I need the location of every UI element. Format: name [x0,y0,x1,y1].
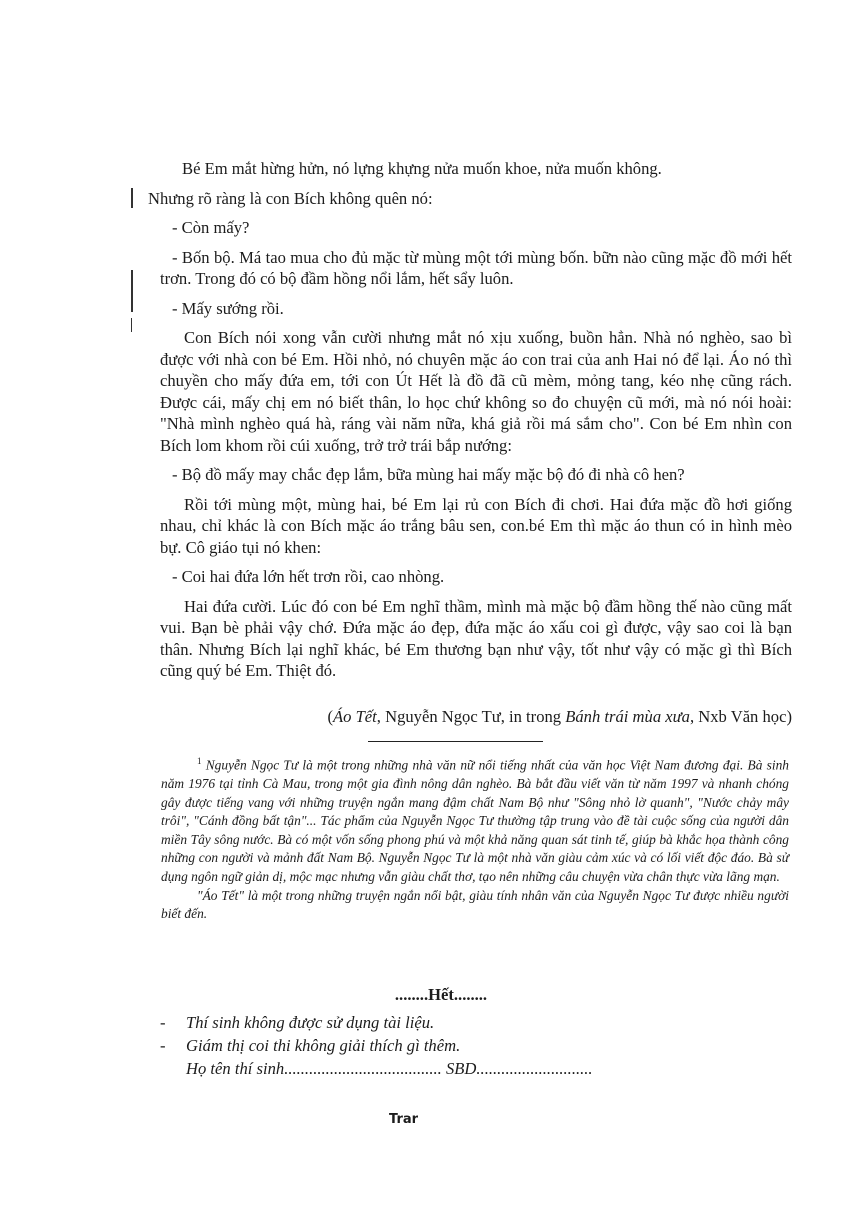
story-paragraph: Con Bích nói xong vẫn cười nhưng mắt nó xịu xuống, buồn hẳn. Nhà nó nghèo, sao bì được với nhà con bé Em. Hồi nhỏ, nó chuyên mặc áo con trai của anh Hai nó để lại. Áo nó thì chuyền cho mấy đứa em, tới con Út Hết là đồ đã cũ mèm, mỏng tang, kéo nhẹ cũng rách. Được cái, mấy chị em nó biết thân, lo học chứ không so đo chuyện cũ mới, mà nó nói hoài: "Nhà mình nghèo quá hà, ráng vài năm nữa, khá giả rồi má sắm cho". Con bé Em nhìn con Bích lom khom rồi cúi xuống, trở trở trái bắp nướng: [160,328,792,455]
story-paragraph: Nhưng rõ ràng là con Bích không quên nó: [148,188,433,208]
footnote-divider [368,741,543,742]
candidate-id-blank: ............................ [476,1059,593,1078]
story-dialog: - Bộ đồ mấy may chắc đẹp lắm, bữa mùng hai mấy mặc bộ đó đi nhà cô hen? [172,465,685,484]
citation-open: ( [327,707,333,726]
story-dialog: - Bốn bộ. Má tao mua cho đủ mặc từ mùng một tới mùng bốn. bữn nào cũng mặc đồ mới hết trơn. Trong đó có bộ đầm hồng nổi lắm, hết sẩy luôn. [160,247,792,288]
candidate-name-label: Họ tên thí sinh [186,1059,285,1078]
footnote-marker: 1 [197,756,202,766]
story-dialog: - Coi hai đứa lớn hết trơn rồi, cao nhòng. [172,567,445,586]
exam-rule-1 [160,1011,792,1034]
margin-mark-middle [131,270,133,312]
candidate-info-line [160,1057,792,1080]
margin-mark-top [131,188,133,208]
exam-rule-text: Giám thị coi thi không giải thích gì thêm. [186,1036,461,1055]
exam-rule-2 [160,1034,792,1057]
end-marker: ........Hết........ [394,985,488,1004]
candidate-name-blank: ...................................... [284,1059,442,1078]
footnote-author-note [161,752,789,887]
page-number: Trar [389,1112,419,1127]
source-citation [240,707,792,727]
citation-publisher: , Nxb Văn học) [689,707,792,726]
footnote [161,752,789,924]
citation-author: , Nguyễn Ngọc Tư, in trong [376,707,566,726]
citation-work-title: Áo Tết [333,707,377,726]
exam-ending [160,985,792,1080]
footnote-author-text: Nguyễn Ngọc Tư là một trong những nhà văn nữ nổi tiếng nhất của văn học Việt Nam đương đại. Bà sinh năm 1976 tại tỉnh Cà Mau, trong một gia đình nông dân nghèo. Bà bắt đầu viết văn từ năm 1997 và nhanh chóng gây được tiếng vang với những truyện ngắn mang đậm chất Nam Bộ như "Sông nhỏ lờ quanh", "Nước chảy mây trôi", "Cánh đồng bất tận"... Tác phẩm của Nguyễn Ngọc Tư thường tập trung vào đề tài cuộc sống của người dân miền Tây sông nước. Bà có một vốn sống phong phú và một khả năng quan sát tinh tế, giúp bà khắc họa thành công những con người và mảnh đất Nam Bộ. Nguyễn Ngọc Tư là một nhà văn giàu cảm xúc và có lối viết độc đáo. Bà sử dụng ngôn ngữ giản dị, mộc mạc nhưng vẫn giàu chất thơ, tạo nên những câu chuyện vừa chân thực vừa lãng mạn. [161,757,789,885]
bullet-dash: - [160,1036,166,1055]
exam-rule-text: Thí sinh không được sử dụng tài liệu. [186,1013,435,1032]
story-dialog: - Mấy sướng rồi. [172,298,284,318]
citation-collection-title: Bánh trái mùa xưa [565,707,690,726]
story-paragraph: Bé Em mắt hừng hửn, nó lựng khựng nửa muốn khoe, nửa muốn không. [182,159,662,178]
story-dialog: - Còn mấy? [172,218,250,237]
story-text [148,158,792,690]
margin-mark-bottom [131,318,132,332]
story-paragraph: Rồi tới mùng một, mùng hai, bé Em lại rủ con Bích đi chơi. Hai đứa mặc đồ hơi giống nhau, chỉ khác là con Bích mặc áo trắng bâu sen, con.bé Em thì mặc áo thun có in hình mèo bự. Cô giáo tụi nó khen: [160,494,792,557]
candidate-id-label: SBD [445,1059,477,1078]
story-paragraph: Hai đứa cười. Lúc đó con bé Em nghĩ thầm, mình mà mặc bộ đầm hồng thế nào cũng mất vui. Bạn bè phải vậy chớ. Đứa mặc áo đẹp, đứa mặc áo xấu coi gì được, vậy sao coi là bạn thân. Nhưng Bích lại nghĩ khác, bé Em thương bạn như vậy, tốt như vậy có mặc gì thì Bích cũng quý bé Em. Thiệt đó. [160,596,792,680]
bullet-dash: - [160,1013,166,1032]
footnote-work-note: "Áo Tết" là một trong những truyện ngắn nổi bật, giàu tính nhân văn của Nguyễn Ngọc Tư được nhiều người biết đến. [161,887,789,922]
